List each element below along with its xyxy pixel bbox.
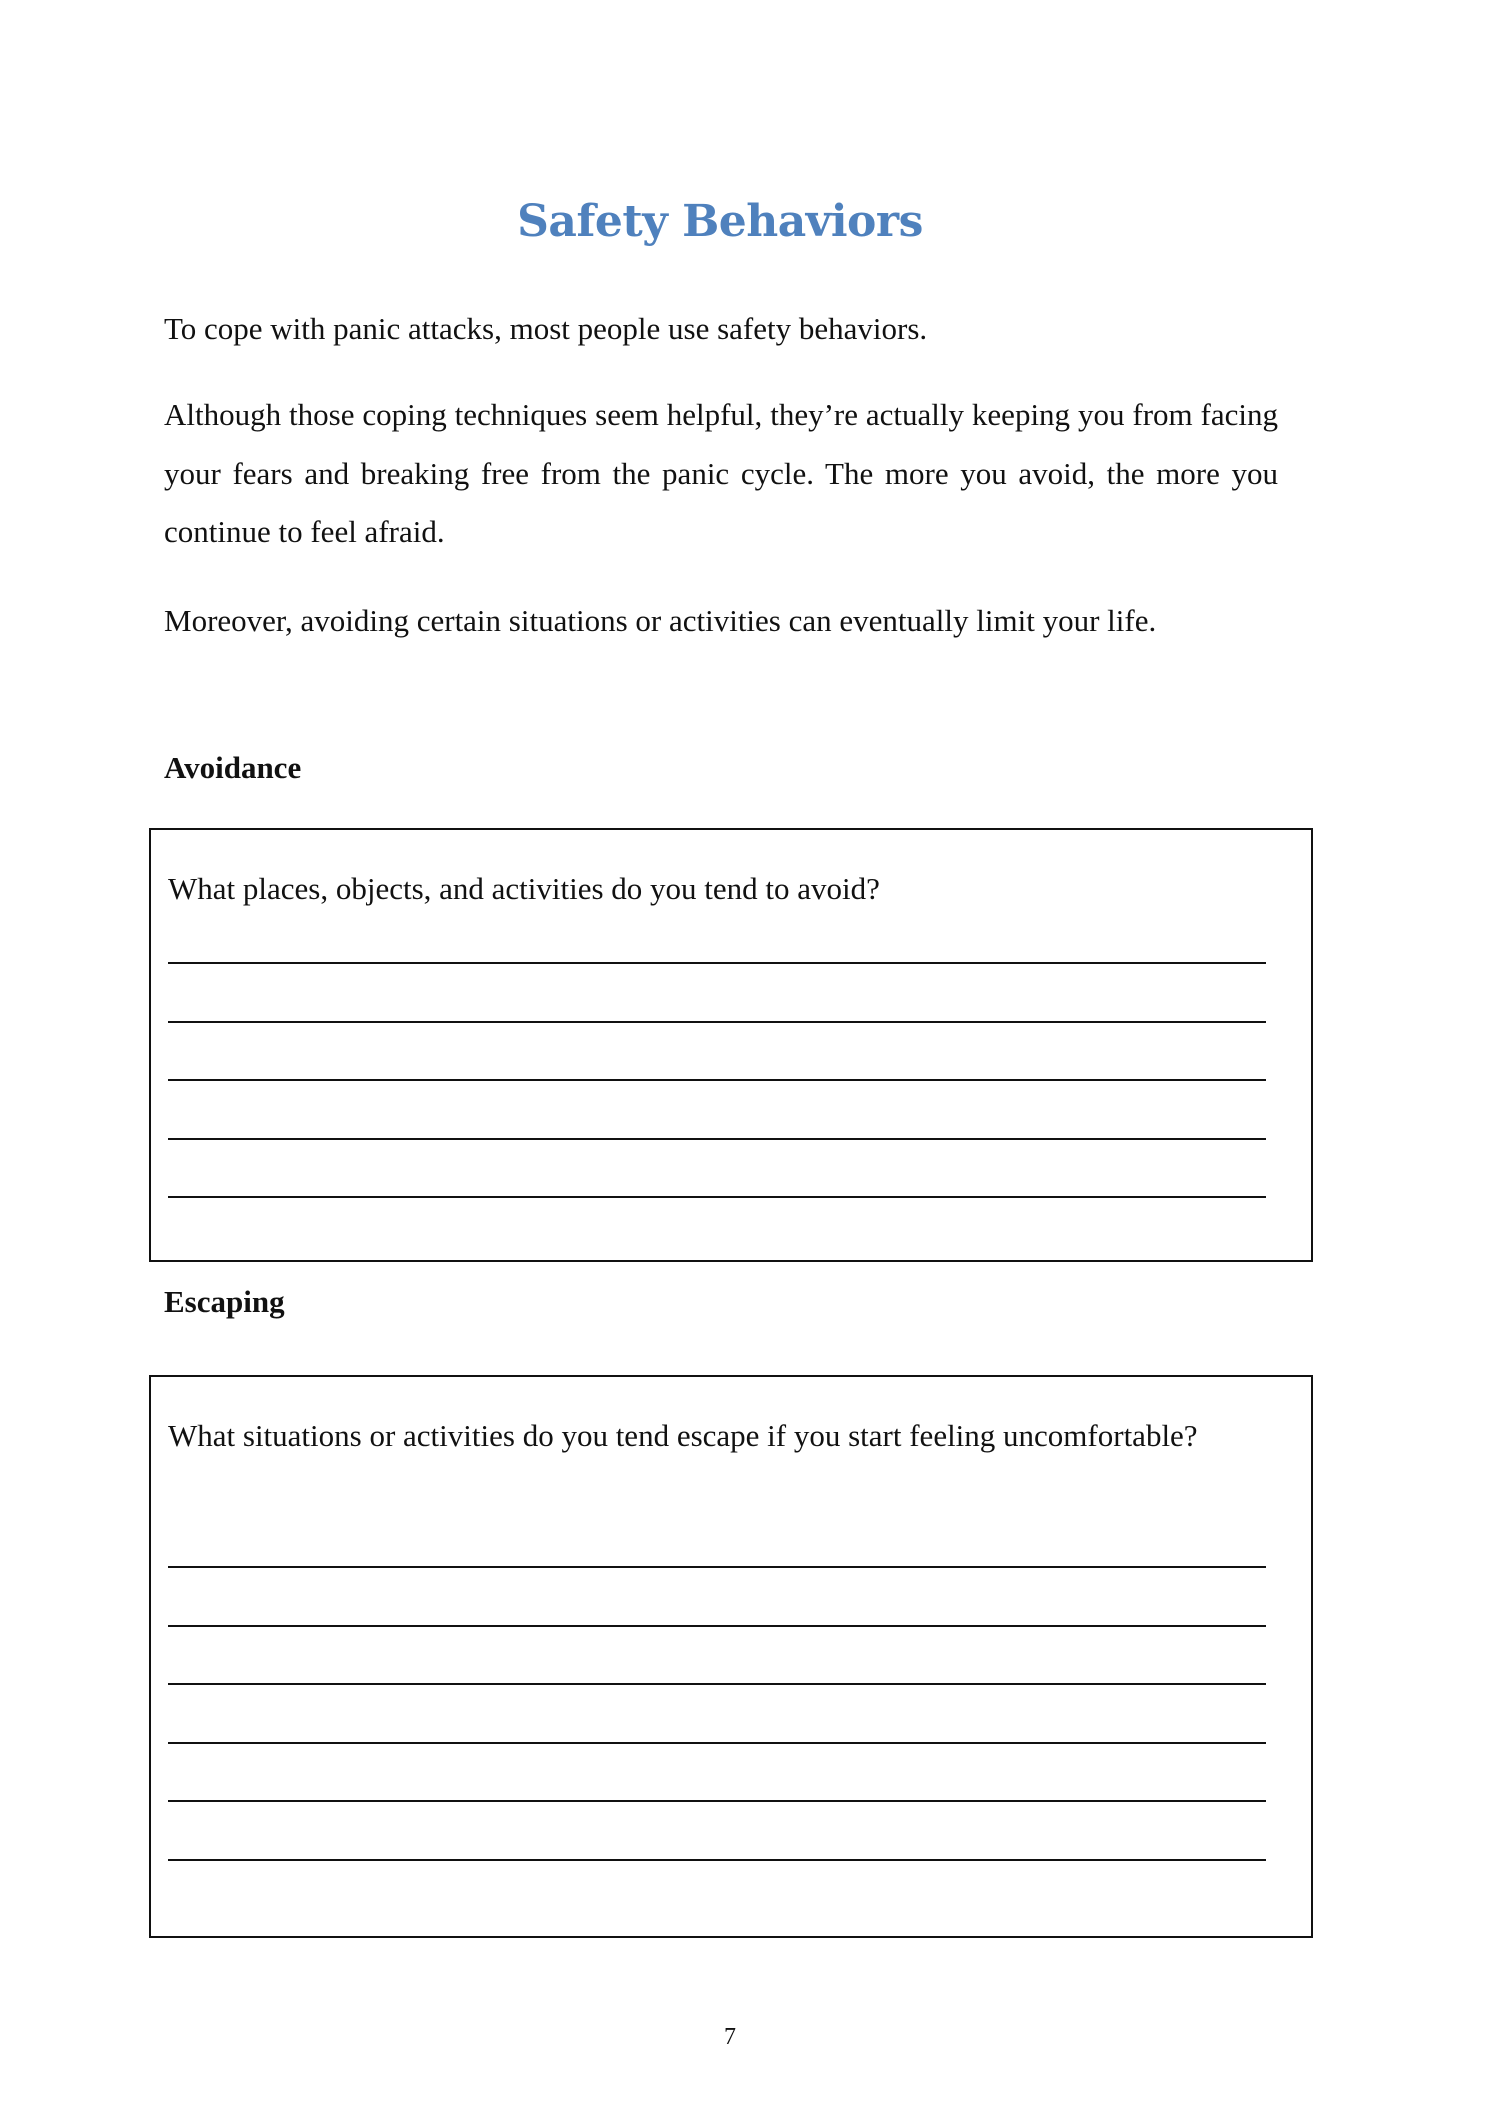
page-title: Safety Behaviors bbox=[517, 196, 923, 247]
escaping-question: What situations or activities do you tend escape if you start feeling uncomfortable? bbox=[168, 1418, 1198, 1453]
answer-line[interactable] bbox=[168, 1079, 1266, 1081]
avoidance-question: What places, objects, and activities do you tend to avoid? bbox=[168, 871, 880, 906]
answer-line[interactable] bbox=[168, 1800, 1266, 1802]
answer-line[interactable] bbox=[168, 1138, 1266, 1140]
page-number: 7 bbox=[724, 2024, 736, 2050]
section-heading-escaping: Escaping bbox=[164, 1284, 285, 1319]
answer-line[interactable] bbox=[168, 1196, 1266, 1198]
answer-line[interactable] bbox=[168, 1625, 1266, 1627]
answer-line[interactable] bbox=[168, 1021, 1266, 1023]
body-paragraph: Although those coping techniques seem helpful, they’re actually keeping you from facing your fears and breaking free from the panic cycle. The more you avoid, the more you continue to feel afraid. bbox=[164, 397, 1278, 549]
section-heading-avoidance: Avoidance bbox=[164, 750, 302, 785]
answer-line[interactable] bbox=[168, 1566, 1266, 1568]
intro-paragraph: To cope with panic attacks, most people use safety behaviors. bbox=[164, 311, 928, 346]
answer-line[interactable] bbox=[168, 1742, 1266, 1744]
answer-line[interactable] bbox=[168, 1683, 1266, 1685]
answer-line[interactable] bbox=[168, 962, 1266, 964]
body-paragraph: Moreover, avoiding certain situations or activities can eventually limit your life. bbox=[164, 603, 1157, 638]
answer-line[interactable] bbox=[168, 1859, 1266, 1861]
